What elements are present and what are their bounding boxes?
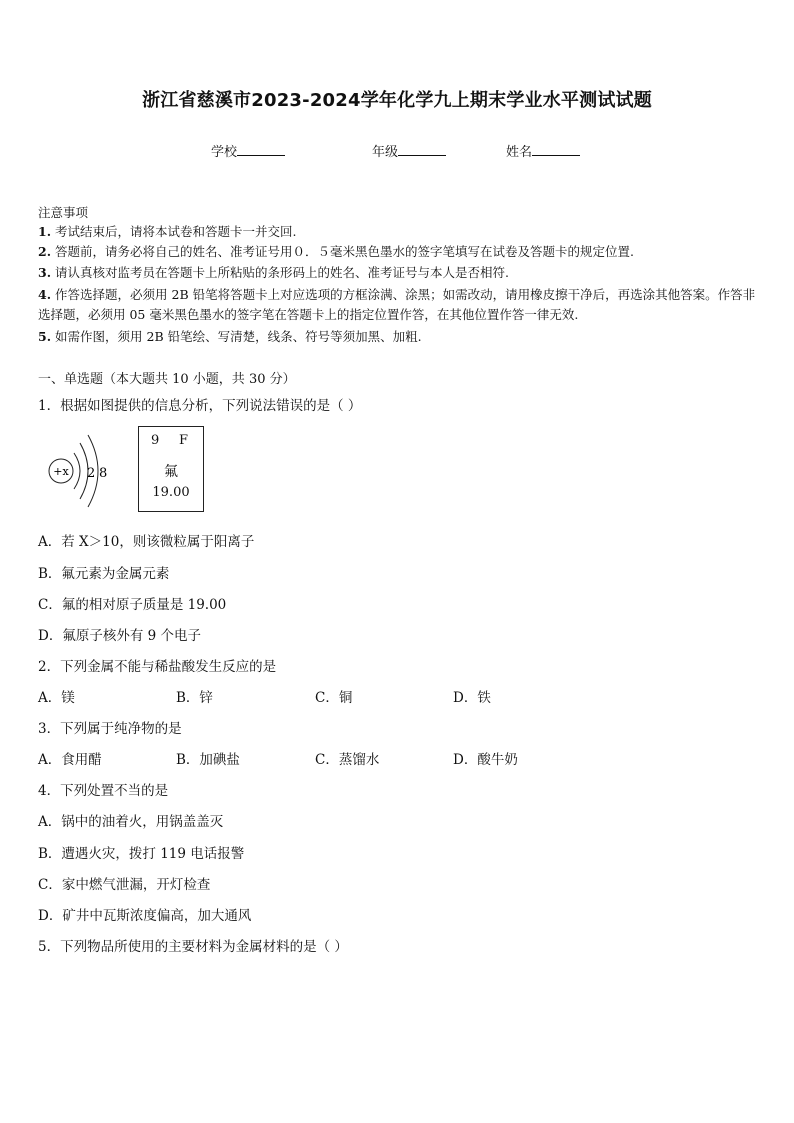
option: B．加碘盐 xyxy=(176,752,240,768)
nucleus-label: +x xyxy=(53,465,69,478)
note-item: 4. 作答选择题，必须用 2B 铅笔将答题卡上对应选项的方框涂满、涂黑；如需改动，请用橡皮擦干净后，再选涂其他答案。作答非选择题，必须用 05 毫米黑色墨水的签字笔在答题卡上的指定位置作答，在其他位置作答一律无效. xyxy=(38,287,756,322)
name-blank[interactable] xyxy=(532,143,580,156)
option: A．锅中的油着火，用锅盖盖灭 xyxy=(38,814,224,830)
question-stem: 3．下列属于纯净物的是 xyxy=(38,721,182,737)
question-stem: 2．下列金属不能与稀盐酸发生反应的是 xyxy=(38,659,277,675)
option: B．锌 xyxy=(176,690,213,706)
option: A．镁 xyxy=(38,690,75,706)
option: A．食用醋 xyxy=(38,752,102,768)
element-mass: 19.00 xyxy=(152,485,190,500)
option: C．铜 xyxy=(315,690,353,706)
shell-2-electrons: 8 xyxy=(99,466,108,481)
shell-arc-1 xyxy=(74,453,80,489)
note-item: 1. 考试结束后，请将本试卷和答题卡一并交回. xyxy=(38,224,297,239)
option: B．氟元素为金属元素 xyxy=(38,566,170,582)
option: D．酸牛奶 xyxy=(453,752,518,768)
name-field xyxy=(506,141,580,160)
notes-heading: 注意事项 xyxy=(38,205,89,220)
element-card xyxy=(138,426,204,512)
page-title: 浙江省慈溪市2023-2024学年化学九上期末学业水平测试试题 xyxy=(142,90,652,111)
question-stem: 1．根据如图提供的信息分析，下列说法错误的是（ ） xyxy=(38,398,362,414)
element-number: 9 xyxy=(151,433,160,448)
option: B．遭遇火灾，拨打 119 电话报警 xyxy=(38,846,245,862)
grade-blank[interactable] xyxy=(398,143,446,156)
option: A．若 X＞10，则该微粒属于阳离子 xyxy=(38,534,255,550)
note-item: 3. 请认真核对监考员在答题卡上所粘贴的条形码上的姓名、准考证号与本人是否相符. xyxy=(38,265,510,280)
section-title: 一、单选题（本大题共 10 小题，共 30 分） xyxy=(38,372,296,387)
question-stem: 5．下列物品所使用的主要材料为金属材料的是（ ） xyxy=(38,939,348,955)
school-label: 学校 xyxy=(211,145,238,160)
school-field xyxy=(211,141,285,160)
note-item: 5. 如需作图，须用 2B 铅笔绘、写清楚，线条、符号等须加黑、加粗. xyxy=(38,329,422,344)
note-item: 2. 答题前，请务必将自己的姓名、准考证号用０．５毫米黑色墨水的签字笔填写在试卷及答题卡的规定位置. xyxy=(38,244,635,259)
shell-1-electrons: 2 xyxy=(87,466,96,481)
grade-field xyxy=(372,141,446,160)
element-symbol: F xyxy=(179,433,189,448)
element-name: 氟 xyxy=(164,464,178,480)
grade-label: 年级 xyxy=(372,145,399,160)
name-label: 姓名 xyxy=(506,145,533,160)
option: D．矿井中瓦斯浓度偏高，加大通风 xyxy=(38,908,252,924)
question-stem: 4．下列处置不当的是 xyxy=(38,783,169,799)
option: C．蒸馏水 xyxy=(315,752,380,768)
option: C．家中燃气泄漏，开灯检查 xyxy=(38,877,211,893)
option: C．氟的相对原子质量是 19.00 xyxy=(38,597,227,613)
option: D．氟原子核外有 9 个电子 xyxy=(38,628,201,644)
option: D．铁 xyxy=(453,690,491,706)
school-blank[interactable] xyxy=(237,143,285,156)
